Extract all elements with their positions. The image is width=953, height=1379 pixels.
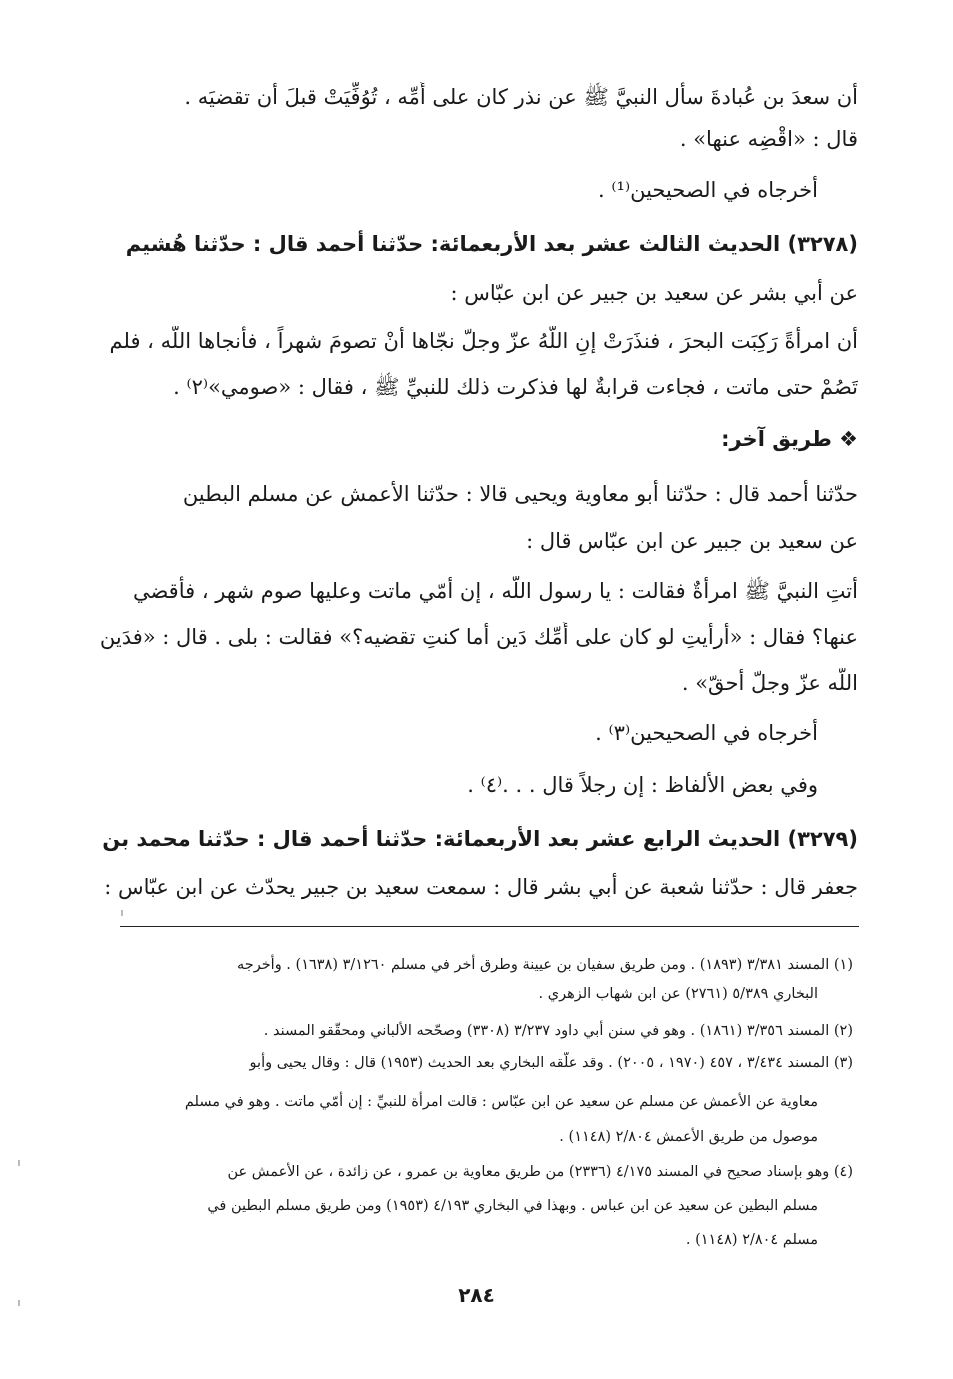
footnote-4-cont-1: مسلم البطين عن سعيد عن ابن عباس . وبهذا في البخاري ٤/١٩٣ (١٩٥٣) ومن طريق مسلم البطين في [207, 1198, 818, 1214]
footnote-1-cont: البخاري ٥/٣٨٩ (٢٧٦١) عن ابن شهاب الزهري . [538, 986, 818, 1002]
body-line-1: أن سعدَ بن عُبادةَ سأل النبيَّ ﷺ عن نذر كان على أُمِّه ، تُوُفِّيَتْ قبلَ أن تقضيَه . [184, 85, 858, 109]
another-route-heading: ❖ طريق آخر: [721, 427, 858, 451]
footnote-3: (٣) المسند ٣/٤٣٤ ، ٤٥٧ (١٩٧٠ ، ٢٠٠٥) . وقد علّقه البخاري بعد الحديث (١٩٥٣) قال : وقال يحيى وأبو [249, 1055, 853, 1071]
body-line-15: وفي بعض الألفاظ : إن رجلاً قال . . .⁽٤⁾ . [467, 773, 818, 797]
page-number: ٢٨٤ [458, 1283, 495, 1307]
body-line-13: اللّه عزّ وجلّ أحقّ» . [681, 671, 858, 695]
footnote-separator [120, 926, 859, 927]
body-line-11: أتتِ النبيَّ ﷺ امرأةٌ فقالت : يا رسول اللّه ، إن أمّي ماتت وعليها صوم شهر ، فأقضي [132, 579, 858, 603]
footnote-4-cont-2: مسلم ٢/٨٠٤ (١١٤٨) . [685, 1232, 818, 1248]
scan-speck [18, 1300, 20, 1306]
body-line-6: أن امرأةً رَكِبَت البحرَ ، فنذَرَتْ إنِ اللّهُ عزّ وجلّ نجّاها أنْ تصومَ شهراً ، فأنجاها اللّه ، فلم [109, 329, 858, 353]
body-line-5: عن أبي بشر عن سعيد بن جبير عن ابن عبّاس : [450, 281, 858, 305]
hadith-3278-heading: (٣٢٧٨) الحديث الثالث عشر بعد الأربعمائة: حدّثنا أحمد قال : حدّثنا هُشيم [125, 232, 858, 256]
body-line-17: جعفر قال : حدّثنا شعبة عن أبي بشر قال : سمعت سعيد بن جبير يحدّث عن ابن عبّاس : [104, 875, 858, 899]
body-line-12: عنها؟ فقال : «أرأيتِ لو كان على أُمِّك دَين أما كنتِ تقضيه؟» فقالت : بلى . قال : «فدَين [99, 625, 858, 649]
body-line-9: حدّثنا أحمد قال : حدّثنا أبو معاوية ويحيى قالا : حدّثنا الأعمش عن مسلم البطين [182, 482, 858, 506]
footnote-3-cont-2: موصول من طريق الأعمش ٢/٨٠٤ (١١٤٨) . [559, 1129, 818, 1145]
scan-speck [121, 910, 123, 916]
footnote-4: (٤) وهو بإسناد صحيح في المسند ٤/١٧٥ (٢٣٣٦) من طريق معاوية بن عمرو ، عن زائدة ، عن الأعمش عن [227, 1164, 853, 1180]
body-line-2: قال : «اقْضِه عنها» . [679, 127, 858, 151]
footnote-3-cont-1: معاوية عن الأعمش عن مسلم عن سعيد عن ابن عبّاس : قالت امرأة للنبيِّ : إن أمّي ماتت . وهو في مسلم [184, 1094, 818, 1110]
footnote-2: (٢) المسند ٣/٣٥٦ (١٨٦١) . وهو في سنن أبي داود ٣/٢٣٧ (٣٣٠٨) وصحّحه الألباني ومحقّقو المسند . [263, 1023, 853, 1039]
hadith-3279-heading: (٣٢٧٩) الحديث الرابع عشر بعد الأربعمائة: حدّثنا أحمد قال : حدّثنا محمد بن [102, 827, 858, 851]
scan-speck [18, 1160, 20, 1166]
body-line-7: تَصُمْ حتى ماتت ، فجاءت قرابةٌ لها فذكرت ذلك للنبيِّ ﷺ ، فقال : «صومي»⁽٢⁾ . [173, 375, 858, 399]
body-line-3: أخرجاه في الصحيحين⁽¹⁾ . [598, 178, 818, 202]
body-line-14: أخرجاه في الصحيحين⁽٣⁾ . [595, 721, 818, 745]
body-line-10: عن سعيد بن جبير عن ابن عبّاس قال : [526, 529, 858, 553]
footnote-1: (١) المسند ٣/٣٨١ (١٨٩٣) . ومن طريق سفيان بن عيينة وطرق أخر في مسلم ٣/١٢٦٠ (١٦٣٨) . وأخرجه [236, 957, 853, 973]
